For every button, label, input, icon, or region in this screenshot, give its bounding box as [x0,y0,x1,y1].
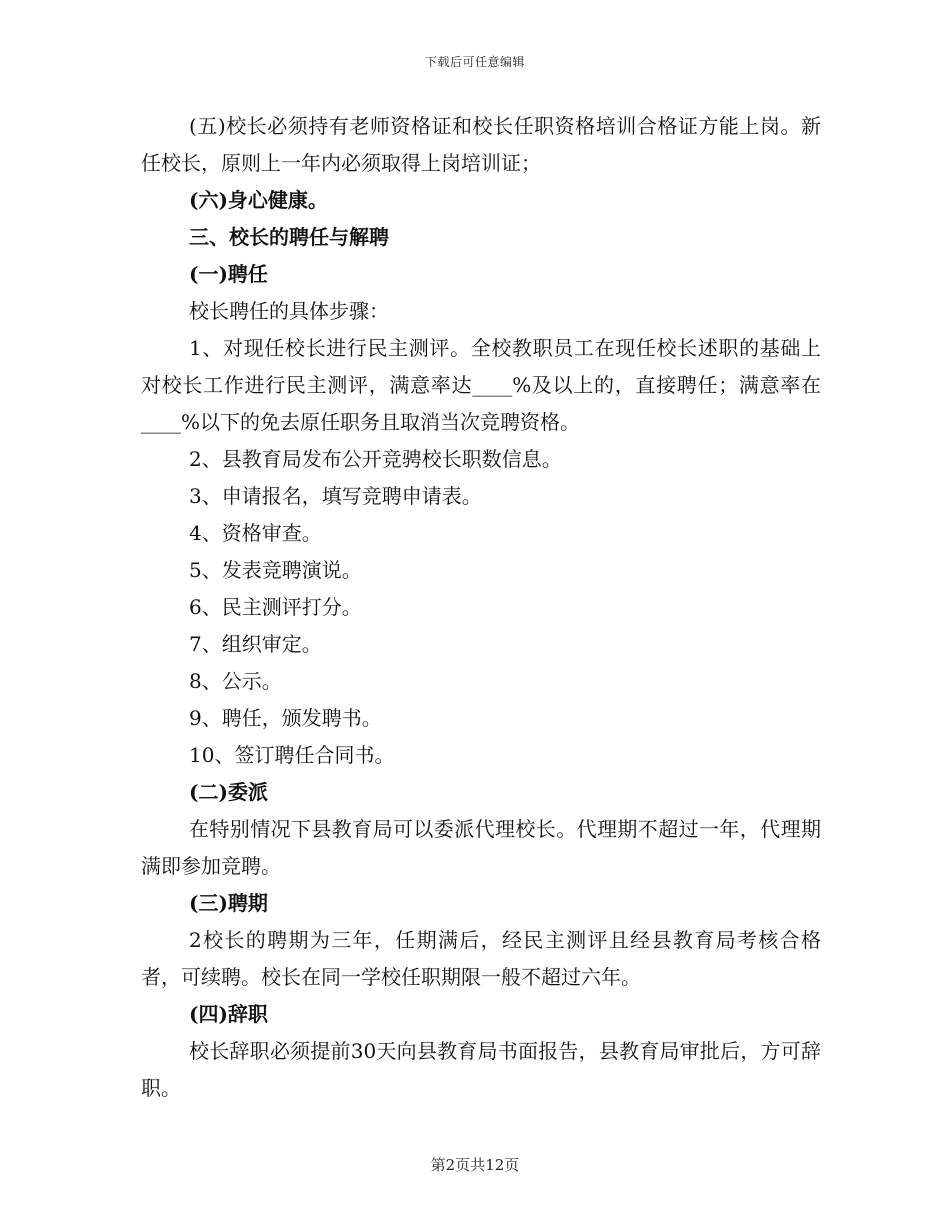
paragraph-qualification-certificate: (五)校长必须持有老师资格证和校长任职资格培训合格证方能上岗。新任校长，原则上一年内必须取得上岗培训证； [141,114,821,175]
section-heading-appointment-dismissal: 三、校长的聘任与解聘 [189,225,389,249]
list-item-step-2: 2、县教育局发布公开竞骋校长职数信息。 [189,447,562,471]
paragraph-delegation: 在特别情况下县教育局可以委派代理校长。代理期不超过一年，代理期满即参加竞聘。 [141,817,821,878]
subheading-appointment: (一)聘任 [189,262,268,286]
list-item-step-9: 9、聘任，颁发聘书。 [189,706,382,730]
subheading-term: (三)聘期 [189,891,268,915]
list-item-step-8: 8、公示。 [189,669,282,693]
paragraph-appointment-steps-intro: 校长聘任的具体步骤： [189,299,389,323]
list-item-step-5: 5、发表竞聘演说。 [189,558,362,582]
paragraph-resignation: 校长辞职必须提前30天向县教育局书面报告，县教育局审批后，方可辞职。 [141,1039,821,1100]
paragraph-term: 2校长的聘期为三年，任期满后，经民主测评且经县教育局考核合格者，可续聘。校长在同一学校任职期限一般不超过六年。 [141,928,821,989]
list-item-step-1: 1、对现任校长进行民主测评。全校教职员工在现任校长述职的基础上对校长工作进行民主测评，满意率达____%及以上的，直接聘任；满意率在____%以下的免去原任职务且取消当次竞聘资格。 [141,336,821,434]
list-item-step-7: 7、组织审定。 [189,632,322,656]
list-item-step-10: 10、签订聘任合同书。 [189,743,395,767]
list-item-step-3: 3、申请报名，填写竞聘申请表。 [189,484,482,508]
heading-physical-mental-health: (六)身心健康。 [189,188,328,212]
list-item-step-6: 6、民主测评打分。 [189,595,362,619]
page-number-footer: 第2页共12页 [430,1156,520,1174]
subheading-resignation: (四)辞职 [189,1002,268,1026]
page-header: 下载后可任意编辑 [424,55,525,69]
document-body [141,108,821,1107]
subheading-delegation: (二)委派 [189,780,268,804]
list-item-step-4: 4、资格审查。 [189,521,322,545]
